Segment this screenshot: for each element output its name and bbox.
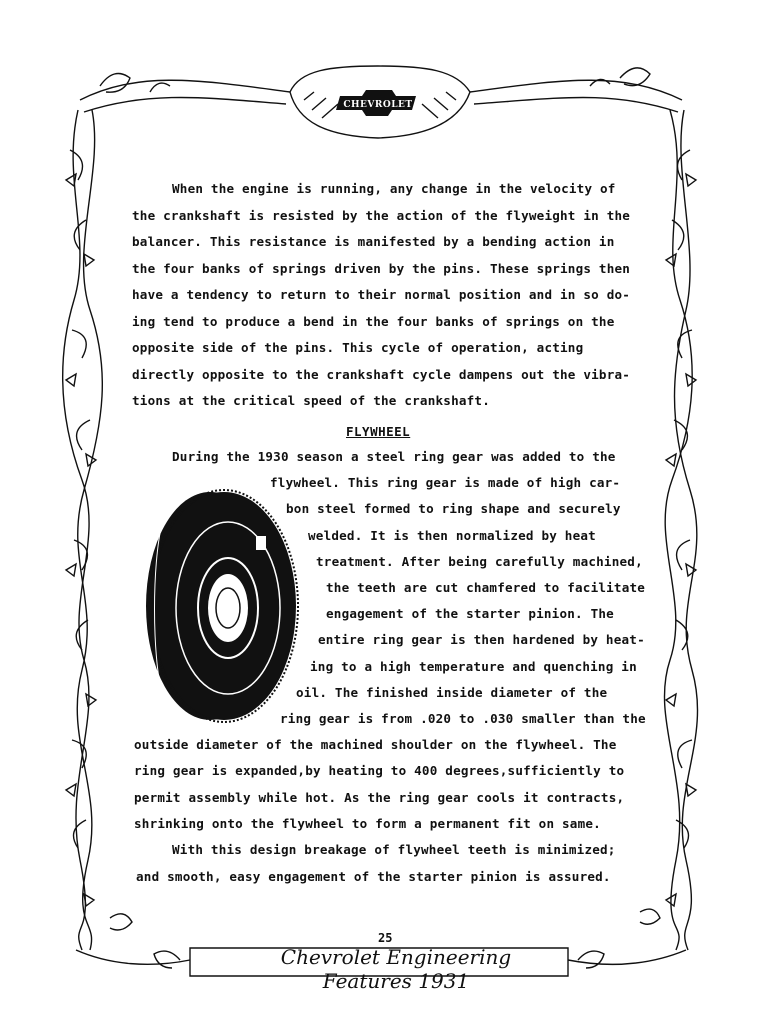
paragraph1-line: ing tend to produce a bend in the four banks of springs on the xyxy=(132,313,615,329)
paragraph2-line: flywheel. This ring gear is made of high car- xyxy=(270,475,621,491)
page-number: 25 xyxy=(378,931,393,945)
paragraph2-line: shrinking onto the flywheel to form a permanent fit on same. xyxy=(134,815,601,831)
paragraph2-line: entire ring gear is then hardened by heat- xyxy=(318,632,645,648)
footer-title: Chevrolet Engineering Features 1931 xyxy=(280,945,512,993)
paragraph2-line: welded. It is then normalized by heat xyxy=(308,527,596,543)
paragraph2-line: oil. The finished inside diameter of the xyxy=(296,684,608,700)
section-heading-flywheel: FLYWHEEL xyxy=(346,424,411,439)
paragraph3-line: and smooth, easy engagement of the starter pinion is assured. xyxy=(136,868,611,884)
paragraph1-line: When the engine is running, any change in the velocity of xyxy=(172,181,616,196)
paragraph1-line: the crankshaft is resisted by the action of the flyweight in the xyxy=(132,207,631,223)
paragraph3-line: With this design breakage of flywheel teeth is minimized; xyxy=(172,842,616,857)
paragraph2-line: ing to a high temperature and quenching in xyxy=(310,658,637,674)
paragraph1-line: directly opposite to the crankshaft cycle dampens out the vibra- xyxy=(132,366,631,382)
logo-text: CHEVROLET xyxy=(343,100,413,110)
paragraph2-line: During the 1930 season a steel ring gear was added to the xyxy=(172,449,616,464)
paragraph1-line: balancer. This resistance is manifested by a bending action in xyxy=(132,234,615,249)
paragraph2-line: treatment. After being carefully machined, xyxy=(316,553,643,569)
paragraph1-line: opposite side of the pins. This cycle of operation, acting xyxy=(132,340,584,355)
flywheel-illustration xyxy=(132,484,302,724)
paragraph2-line: outside diameter of the machined shoulder on the flywheel. The xyxy=(134,737,617,753)
paragraph2-line: ring gear is expanded,by heating to 400 degrees,sufficiently to xyxy=(134,763,625,779)
paragraph1-line: have a tendency to return to their normal position and in so do- xyxy=(132,287,631,302)
paragraph1-line: the four banks of springs driven by the pins. These springs then xyxy=(132,260,631,276)
paragraph2-line: bon steel formed to ring shape and securely xyxy=(286,501,621,517)
paragraph1-line: tions at the critical speed of the crankshaft. xyxy=(132,393,490,408)
paragraph2-line: ring gear is from .020 to .030 smaller than the xyxy=(280,711,646,726)
paragraph2-line: permit assembly while hot. As the ring gear cools it contracts, xyxy=(134,789,625,805)
paragraph2-line: the teeth are cut chamfered to facilitate xyxy=(326,580,646,595)
paragraph2-line: engagement of the starter pinion. The xyxy=(326,606,614,622)
